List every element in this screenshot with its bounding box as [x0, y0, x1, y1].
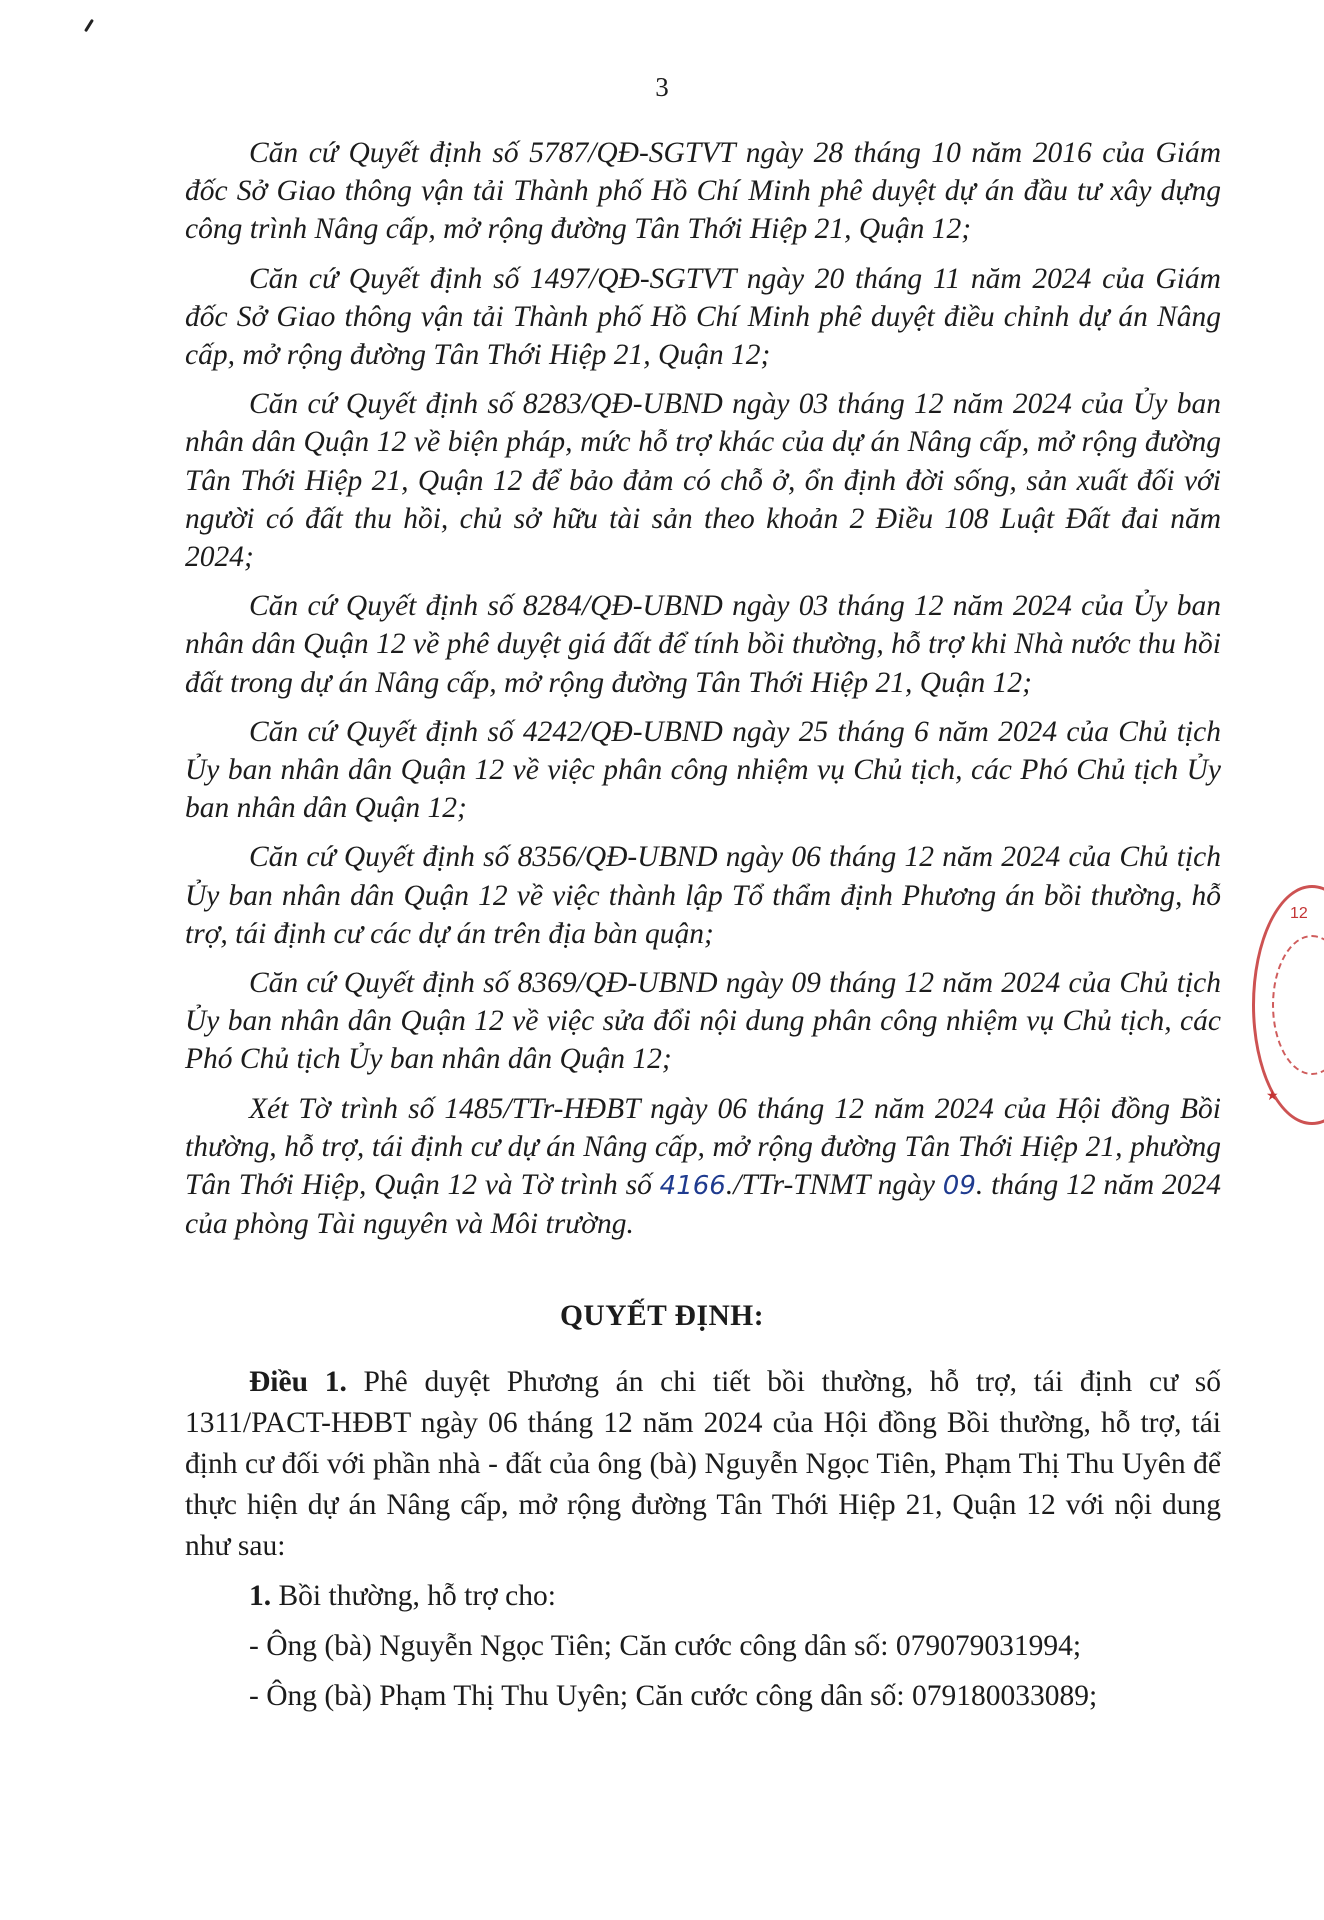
- article-1-label: Điều 1.: [249, 1366, 347, 1398]
- recipient-line: - Ông (bà) Nguyễn Ngọc Tiên; Căn cước công dân số: 079079031994;: [249, 1630, 1082, 1662]
- preamble-paragraph: Căn cứ Quyết định số 8283/QĐ-UBND ngày 03 tháng 12 năm 2024 của Ủy ban nhân dân Quận 12 về biện pháp, mức hỗ trợ khác của dự án Nâng cấp, mở rộng đường Tân Thới Hiệp 21, Quận 12 để bảo đảm có chỗ ở, ổn định đời sống, sản xuất đối với người có đất thu hồi, chủ sở hữu tài sản theo khoản 2 Điều 108 Luật Đất đai năm 2024;: [185, 388, 1221, 574]
- consideration-paragraph: [185, 1090, 1221, 1244]
- handwritten-number: 4166: [659, 1171, 726, 1202]
- article-1-text: Phê duyệt Phương án chi tiết bồi thường, hỗ trợ, tái định cư số 1311/PACT-HĐBT ngày 06 tháng 12 năm 2024 của Hội đồng Bồi thường, hỗ trợ, tái định cư đối với phần nhà - đất của ông (bà) Nguyễn Ngọc Tiên, Phạm Thị Thu Uyên để thực hiện dự án Nâng cấp, mở rộng đường Tân Thới Hiệp 21, Quận 12 với nội dung như sau:: [185, 1366, 1221, 1562]
- preamble-paragraph: Căn cứ Quyết định số 8284/QĐ-UBND ngày 03 tháng 12 năm 2024 của Ủy ban nhân dân Quận 12 về phê duyệt giá đất để tính bồi thường, hỗ trợ khi Nhà nước thu hồi đất trong dự án Nâng cấp, mở rộng đường Tân Thới Hiệp 21, Quận 12;: [185, 590, 1221, 699]
- seal-star-icon: ★: [1266, 1088, 1279, 1104]
- consideration-text: ./TTr-TNMT ngày: [725, 1169, 943, 1202]
- pen-mark: [84, 19, 94, 32]
- decision-heading: QUYẾT ĐỊNH:: [559, 1300, 765, 1332]
- section-1-label: 1.: [249, 1580, 272, 1612]
- consideration-text: Xét Tờ trình số 1485/TTr-HĐBT ngày 06 tháng 12 năm 2024 của Hội đồng Bồi thường, hỗ trợ, tái định cư dự án Nâng cấp, mở rộng đường Tân Thới Hiệp 21, phường Tân Thới Hiệp, Quận 12 và Tờ trình số: [185, 1092, 1221, 1202]
- preamble-paragraph: Căn cứ Quyết định số 5787/QĐ-SGTVT ngày 28 tháng 10 năm 2016 của Giám đốc Sở Giao thông vận tải Thành phố Hồ Chí Minh phê duyệt dự án đầu tư xây dựng công trình Nâng cấp, mở rộng đường Tân Thới Hiệp 21, Quận 12;: [185, 137, 1221, 246]
- preamble-section: [185, 134, 1221, 1243]
- preamble-paragraph: Căn cứ Quyết định số 1497/QĐ-SGTVT ngày 20 tháng 11 năm 2024 của Giám đốc Sở Giao thông vận tải Thành phố Hồ Chí Minh phê duyệt điều chỉnh dự án Nâng cấp, mở rộng đường Tân Thới Hiệp 21, Quận 12;: [185, 262, 1221, 372]
- decision-body: [185, 1362, 1221, 1717]
- preamble-paragraph: Căn cứ Quyết định số 8356/QĐ-UBND ngày 06 tháng 12 năm 2024 của Chủ tịch Ủy ban nhân dân Quận 12 về việc thành lập Tổ thẩm định Phương án bồi thường, hỗ trợ, tái định cư các dự án trên địa bàn quận;: [185, 841, 1221, 950]
- recipient-line: - Ông (bà) Phạm Thị Thu Uyên; Căn cước công dân số: 079180033089;: [249, 1680, 1098, 1712]
- section-1: [185, 1576, 1221, 1617]
- page-number: 3: [655, 72, 669, 102]
- seal-text: 12: [1290, 905, 1308, 922]
- section-1-text: Bồi thường, hỗ trợ cho:: [271, 1580, 556, 1612]
- article-1: [185, 1362, 1221, 1567]
- preamble-paragraph: Căn cứ Quyết định số 8369/QĐ-UBND ngày 09 tháng 12 năm 2024 của Chủ tịch Ủy ban nhân dân Quận 12 về việc sửa đổi nội dung phân công nhiệm vụ Chủ tịch, các Phó Chủ tịch Ủy ban nhân dân Quận 12;: [185, 967, 1221, 1076]
- consideration-text: . tháng 12 năm 2024 của phòng Tài nguyên và Môi trường.: [185, 1169, 1222, 1241]
- handwritten-day: 09: [942, 1171, 976, 1202]
- preamble-paragraph: Căn cứ Quyết định số 4242/QĐ-UBND ngày 25 tháng 6 năm 2024 của Chủ tịch Ủy ban nhân dân Quận 12 về việc phân công nhiệm vụ Chủ tịch, các Phó Chủ tịch Ủy ban nhân dân Quận 12;: [185, 715, 1221, 825]
